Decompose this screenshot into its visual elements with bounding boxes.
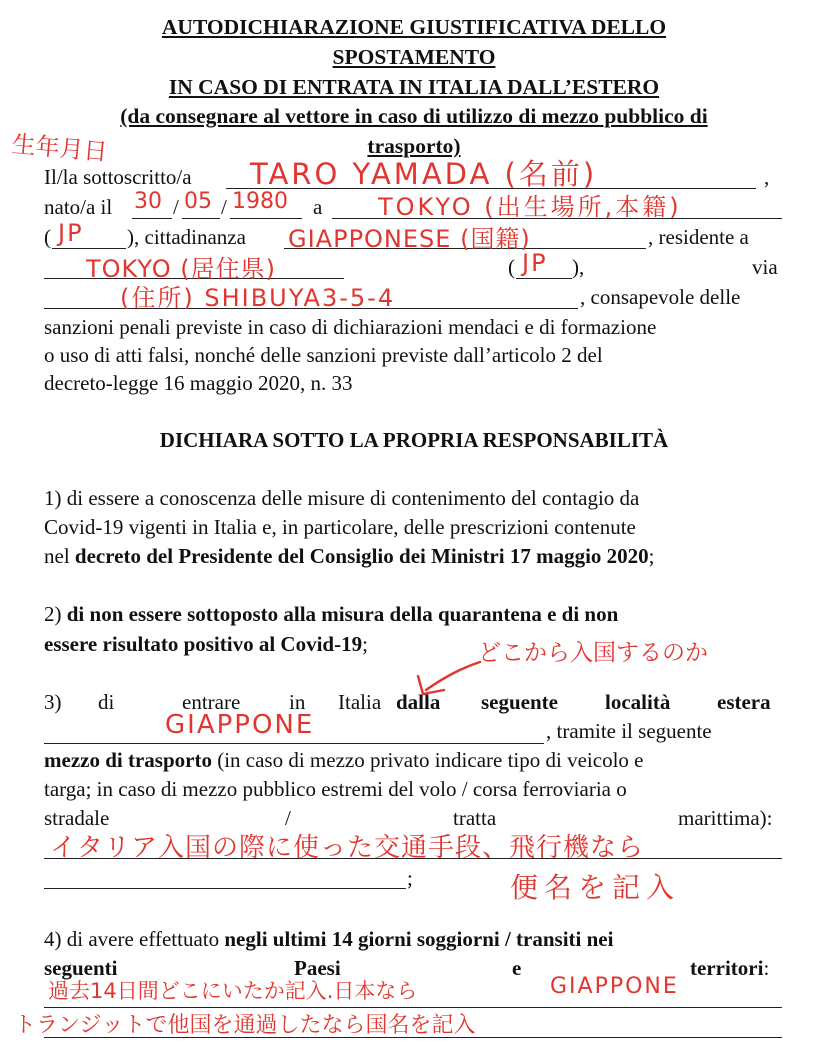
item-3-word-estera: estera [717, 690, 771, 714]
item-2-text-2: essere risultato positivo al Covid-19; [44, 632, 368, 656]
item-3-transport-text: mezzo di trasporto (in caso di mezzo privato indicare tipo di veicolo e [44, 748, 644, 772]
label-tramite: , tramite il seguente [546, 719, 712, 743]
intro-text-3: decreto-legge 16 maggio 2020, n. 33 [44, 371, 353, 395]
handwritten-birthplace: TOKYO (出生場所,本籍) [378, 193, 682, 221]
item-1-text-2: Covid-19 vigenti in Italia e, in particolare, delle prescrizioni contenute [44, 515, 636, 539]
item-3-word-entrare: entrare [182, 690, 241, 714]
handwritten-name: TARO YAMADA (名前) [250, 157, 598, 191]
handwritten-birth-month: 05 [184, 189, 212, 214]
form-subtitle-line-1: (da consegnare al vettore in caso di utilizzo di mezzo pubblico di [120, 104, 708, 128]
form-subtitle-line-2: trasporto) [367, 134, 461, 158]
form-title-line-3: IN CASO DI ENTRATA IN ITALIA DALL’ESTERO [168, 75, 660, 99]
item-4-word-paesi: Paesi [294, 956, 341, 980]
label-consapevole: , consapevole delle [580, 285, 741, 309]
intro-text-1: sanzioni penali previste in caso di dichiarazioni mendaci e di formazione [44, 315, 657, 339]
item-3-word-marittima: marittima): [678, 806, 773, 830]
item-3-slash: / [285, 806, 291, 830]
label-nato: nato/a il [44, 195, 113, 219]
item-1-text-1: 1) di essere a conoscenza delle misure di contenimento del contagio da [44, 486, 640, 510]
item-3-word-stradale: stradale [44, 806, 110, 830]
handwritten-stay-note: 過去14日間どこにいたか記入.日本なら [48, 979, 418, 1003]
date-slash-1: / [173, 195, 179, 219]
item-3-num: 3) [44, 690, 62, 714]
handwritten-citizenship: GIAPPONESE (国籍) [288, 225, 531, 253]
handwritten-flight-note: 便名を記入 [510, 871, 681, 904]
intro-text-2: o uso di atti falsi, nonché delle sanzioni previste dall’articolo 2 del [44, 343, 603, 367]
form-title-line-1: AUTODICHIARAZIONE GIUSTIFICATIVA DELLO [161, 15, 667, 39]
item-3-word-italia: Italia [338, 690, 382, 714]
item-4-text-1: 4) di avere effettuato negli ultimi 14 giorni soggiorni / transiti nei [44, 927, 614, 951]
item-3-word-in: in [289, 690, 306, 714]
date-slash-2: / [221, 195, 227, 219]
item-1-text-3: nel decreto del Presidente del Consiglio dei Ministri 17 maggio 2020; [44, 544, 655, 568]
label-cittadinanza: ), cittadinanza [127, 225, 246, 249]
paren-close: ), [572, 255, 585, 279]
handwritten-origin-country: GIAPPONE [165, 710, 315, 740]
item-3-text-3: targa; in caso di mezzo pubblico estremi del volo / corsa ferroviaria o [44, 777, 627, 801]
comma: , [764, 165, 770, 189]
handwritten-birth-day: 30 [134, 189, 162, 214]
handwritten-residence-country: JP [522, 249, 548, 277]
form-title-line-2: SPOSTAMENTO [332, 45, 496, 69]
semicolon: ; [407, 866, 413, 890]
handwritten-country-code: JP [58, 219, 84, 247]
item-3-word-tratta: tratta [453, 806, 497, 830]
item-4-word-territori: territori: [690, 956, 770, 980]
handwritten-stay-country: GIAPPONE [550, 974, 679, 999]
item-3-word-di: di [98, 690, 115, 714]
label-residente: , residente a [648, 225, 749, 249]
handwritten-address: (住所) SHIBUYA3-5-4 [120, 284, 396, 312]
item-4-word-seguenti: seguenti [44, 956, 118, 980]
label-a: a [313, 195, 323, 219]
handwritten-birth-year: 1980 [232, 189, 288, 214]
handwritten-origin-question: どこから入国するのか [478, 640, 708, 666]
label-via: via [752, 255, 778, 279]
label-sottoscritto: Il/la sottoscritto/a [44, 165, 192, 189]
item-3-word-dalla: dalla [396, 690, 441, 714]
handwritten-transit-note: トランジットで他国を通過したなら国名を記入 [14, 1013, 476, 1038]
item-3-word-localita: località [605, 690, 671, 714]
section-heading: DICHIARA SOTTO LA PROPRIA RESPONSABILITÀ [159, 428, 669, 452]
item-2-text-1: 2) di non essere sottoposto alla misura della quarantena e di non [44, 602, 619, 626]
paren-open-2: ( [508, 255, 515, 279]
handwritten-birth-label: 生年月日 [10, 130, 109, 167]
item-3-word-seguente: seguente [481, 690, 558, 714]
paren-open: ( [44, 225, 51, 249]
handwritten-transport-note: イタリア入国の際に使った交通手段、飛行機なら [50, 833, 645, 863]
item-4-word-e: e [512, 956, 522, 980]
handwritten-residence: TOKYO (居住県) [86, 255, 277, 283]
